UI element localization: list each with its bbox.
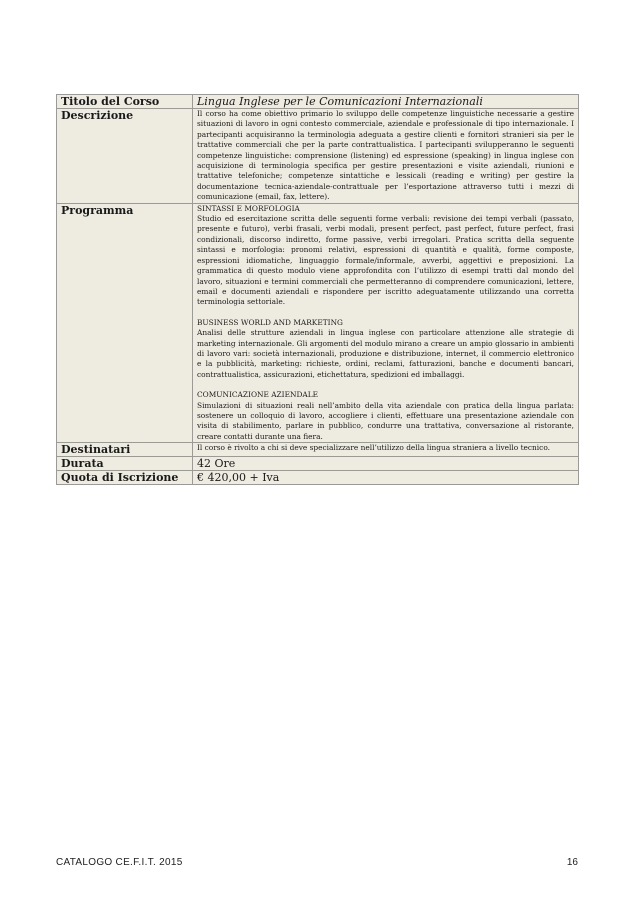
program-section-heading: BUSINESS WORLD AND MARKETING <box>197 317 343 327</box>
program-label: Programma <box>57 203 193 443</box>
audience-label: Destinatari <box>57 443 193 457</box>
program-section-text: Analisi delle strutture aziendali in lingua inglese con particolare attenzione alle strategie di marketing internazionale. Gli argomenti del modulo mirano a creare un ampio glossario in ambienti di lavoro vari: società internazionali, produzione e distribuzione, internet, il commercio elettronico e la pubblicità, marketing: richieste, ordini, reclami, fatturazioni, banche e documenti bancari, contrattualistica, assicurazioni, etichettatura, spedizioni ed imballaggi. <box>197 328 574 379</box>
duration-value: 42 Ore <box>193 457 579 471</box>
fee-value: € 420,00 + Iva <box>193 471 579 485</box>
description-text: Il corso ha come obiettivo primario lo sviluppo delle competenze linguistiche necessarie a gestire situazioni di lavoro in ogni contesto commerciale, aziendale e professionale di tipo internazionale. I partecipanti acquisiranno la terminologia adeguata a gestire clienti e fornitori stranieri sia per le trattative commerciali che per la parte contrattualistica. I partecipanti svilupperanno le seguenti competenze linguistiche: comprensione (listening) ed espressione (speaking) in lingua inglese con acquisizione di terminologia specifica per gestire presentazioni e visite aziendali, riunioni e trattative telefoniche; competenze sintattiche e lessicali (reading e writing) per gestire la documentazione tecnica-aziendale-contrattuale per l’esportazione attraverso tutti i mezzi di comunicazione (email, fax, lettere). <box>193 109 579 204</box>
program-section-text: Studio ed esercitazione scritta delle seguenti forme verbali: revisione dei tempi verbali (passato, presente e futuro), verbi frasali, verbi modali, present perfect, past perfect, future perfect, frasi condizionali, discorso indiretto, forme passive, verbi irregolari. Pratica scritta della seguente sintassi e morfologia: pronomi relativi, espressioni di quantità e qualità, forme composte, espressioni idiomatiche, linguaggio formale/informale, avverbi, aggettivi e preposizioni. La grammatica di questo modulo viene approfondita con l’utilizzo di esempi tratti dal mondo del lavoro, situazioni e termini commerciali che permetteranno di comprendere comunicazioni, lettere, email e documenti aziendali e rispondere per iscritto adeguatamente utilizzando una corretta terminologia settoriale. <box>197 214 574 307</box>
description-label: Descrizione <box>57 109 193 204</box>
footer-catalog-name: CATALOGO CE.F.I.T. 2015 <box>56 857 183 868</box>
course-title: Lingua Inglese per le Comunicazioni Internazionali <box>193 95 579 109</box>
program-row <box>57 203 579 443</box>
duration-row <box>57 457 579 471</box>
footer-page-number: 16 <box>566 857 578 868</box>
course-table <box>56 94 579 485</box>
program-section-heading: COMUNICAZIONE AZIENDALE <box>197 390 319 400</box>
program-section-heading: SINTASSI E MORFOLOGIA <box>197 203 300 213</box>
program-content <box>193 203 579 443</box>
section-spacer <box>197 308 574 318</box>
program-section-text: Simulazioni di situazioni reali nell’ambito della vita aziendale con pratica della lingua parlata: sostenere un colloquio di lavoro, accogliere i clienti, effettuare una presentazione aziendale con visita di stabilimento, parlare in pubblico, condurre una trattativa, conversazione al ristorante, creare contatti durante una fiera. <box>197 400 574 441</box>
title-label: Titolo del Corso <box>57 95 193 109</box>
duration-label: Durata <box>57 457 193 471</box>
title-row <box>57 95 579 109</box>
description-row <box>57 109 579 204</box>
section-spacer <box>197 380 574 390</box>
fee-label: Quota di Iscrizione <box>57 471 193 485</box>
audience-text: Il corso è rivolto a chi si deve specializzare nell’utilizzo della lingua straniera a livello tecnico. <box>193 443 579 457</box>
fee-row <box>57 471 579 485</box>
audience-row <box>57 443 579 457</box>
